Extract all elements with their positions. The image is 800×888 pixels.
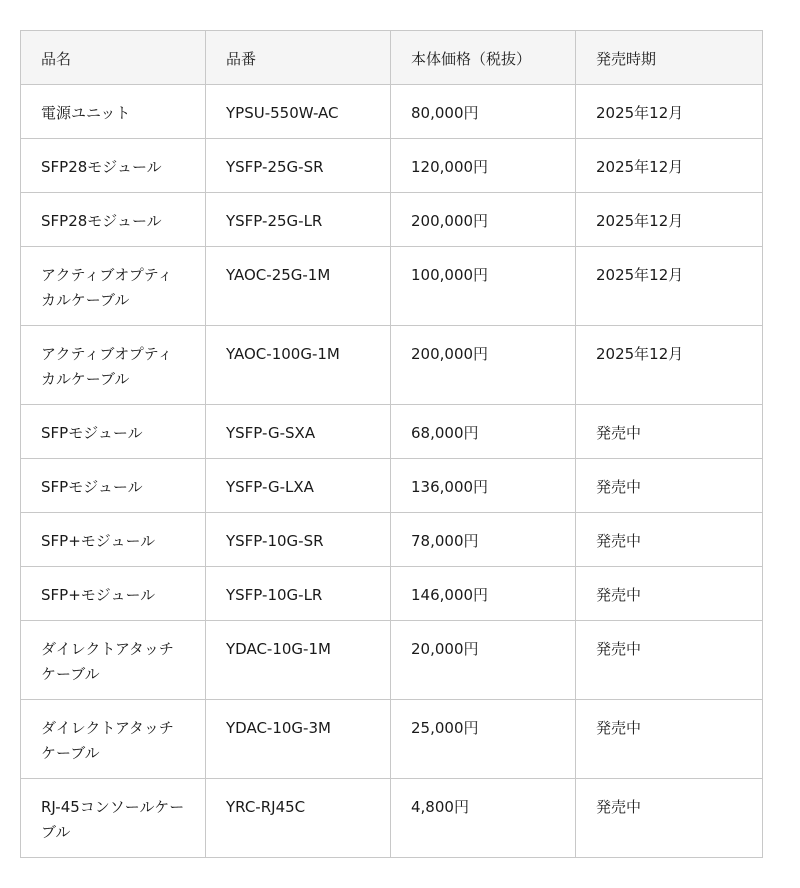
cell-product-name: SFP28モジュール	[21, 139, 206, 193]
cell-release-date: 発売中	[576, 567, 763, 621]
cell-product-name: 電源ユニット	[21, 85, 206, 139]
cell-price: 136,000円	[391, 459, 576, 513]
table-row	[21, 85, 763, 139]
cell-product-name: アクティブオプティカルケーブル	[21, 247, 206, 326]
cell-price: 25,000円	[391, 700, 576, 779]
cell-price: 100,000円	[391, 247, 576, 326]
product-table	[20, 30, 763, 858]
cell-model-number: YSFP-10G-LR	[206, 567, 391, 621]
product-table-container	[20, 30, 762, 858]
cell-release-date: 2025年12月	[576, 247, 763, 326]
cell-release-date: 発売中	[576, 459, 763, 513]
cell-price: 4,800円	[391, 779, 576, 858]
cell-model-number: YPSU-550W-AC	[206, 85, 391, 139]
table-row	[21, 326, 763, 405]
table-row	[21, 139, 763, 193]
cell-release-date: 発売中	[576, 513, 763, 567]
cell-price: 68,000円	[391, 405, 576, 459]
cell-model-number: YAOC-100G-1M	[206, 326, 391, 405]
cell-release-date: 発売中	[576, 621, 763, 700]
cell-release-date: 2025年12月	[576, 326, 763, 405]
table-row	[21, 567, 763, 621]
table-row	[21, 405, 763, 459]
table-row	[21, 459, 763, 513]
cell-price: 120,000円	[391, 139, 576, 193]
table-row	[21, 193, 763, 247]
cell-product-name: ダイレクトアタッチケーブル	[21, 621, 206, 700]
cell-model-number: YSFP-G-SXA	[206, 405, 391, 459]
cell-product-name: SFP+モジュール	[21, 513, 206, 567]
cell-price: 146,000円	[391, 567, 576, 621]
header-price: 本体価格（税抜）	[391, 31, 576, 85]
cell-product-name: ダイレクトアタッチケーブル	[21, 700, 206, 779]
cell-model-number: YSFP-G-LXA	[206, 459, 391, 513]
table-row	[21, 247, 763, 326]
cell-model-number: YSFP-10G-SR	[206, 513, 391, 567]
cell-product-name: SFPモジュール	[21, 405, 206, 459]
cell-price: 80,000円	[391, 85, 576, 139]
table-header-row	[21, 31, 763, 85]
cell-model-number: YSFP-25G-LR	[206, 193, 391, 247]
cell-release-date: 2025年12月	[576, 193, 763, 247]
cell-release-date: 2025年12月	[576, 85, 763, 139]
cell-product-name: SFPモジュール	[21, 459, 206, 513]
cell-model-number: YDAC-10G-1M	[206, 621, 391, 700]
header-release-date: 発売時期	[576, 31, 763, 85]
cell-model-number: YSFP-25G-SR	[206, 139, 391, 193]
table-row	[21, 621, 763, 700]
header-model-number: 品番	[206, 31, 391, 85]
cell-price: 200,000円	[391, 193, 576, 247]
cell-release-date: 発売中	[576, 405, 763, 459]
cell-price: 200,000円	[391, 326, 576, 405]
cell-product-name: アクティブオプティカルケーブル	[21, 326, 206, 405]
cell-product-name: SFP28モジュール	[21, 193, 206, 247]
cell-model-number: YDAC-10G-3M	[206, 700, 391, 779]
cell-release-date: 2025年12月	[576, 139, 763, 193]
table-row	[21, 513, 763, 567]
cell-release-date: 発売中	[576, 700, 763, 779]
cell-product-name: SFP+モジュール	[21, 567, 206, 621]
table-row	[21, 779, 763, 858]
table-row	[21, 700, 763, 779]
cell-release-date: 発売中	[576, 779, 763, 858]
cell-price: 78,000円	[391, 513, 576, 567]
cell-model-number: YRC-RJ45C	[206, 779, 391, 858]
cell-product-name: RJ-45コンソールケーブル	[21, 779, 206, 858]
header-product-name: 品名	[21, 31, 206, 85]
cell-model-number: YAOC-25G-1M	[206, 247, 391, 326]
cell-price: 20,000円	[391, 621, 576, 700]
